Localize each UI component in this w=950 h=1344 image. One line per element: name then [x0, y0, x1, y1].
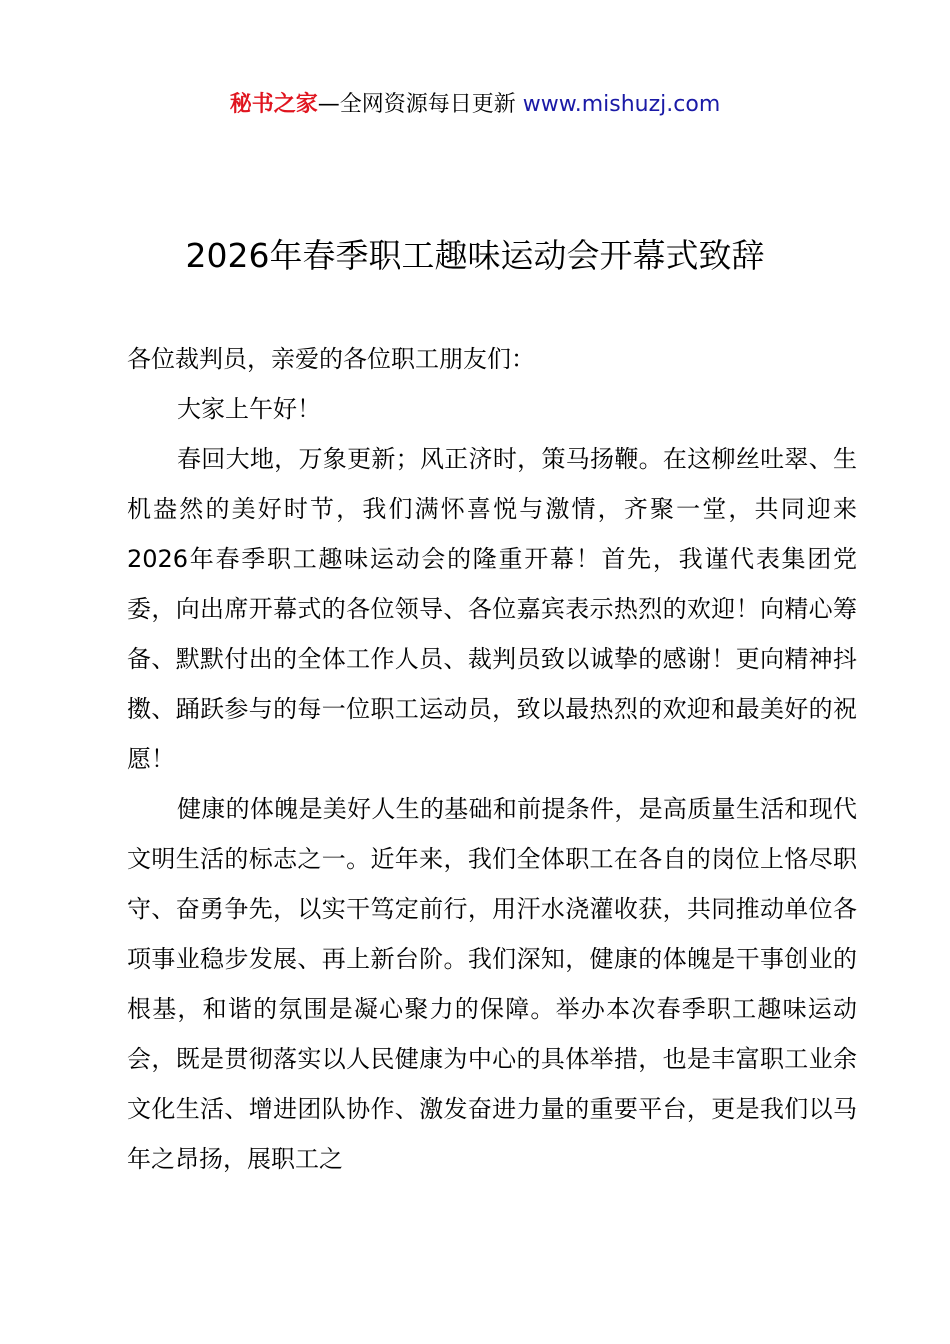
document-body — [127, 334, 857, 1184]
greeting: 大家上午好！ — [177, 395, 321, 423]
document-title: 2026年春季职工趣味运动会开幕式致辞 — [185, 236, 765, 275]
paragraph-2: 健康的体魄是美好人生的基础和前提条件，是高质量生活和现代文明生活的标志之一。近年来，我们全体职工在各自的岗位上恪尽职守、奋勇争先，以实干笃定前行，用汗水浇灌收获，共同推动单位各项事业稳步发展、再上新台阶。我们深知，健康的体魄是干事创业的根基，和谐的氛围是凝心聚力的保障。举办本次春季职工趣味运动会，既是贯彻落实以人民健康为中心的具体举措，也是丰富职工业余文化生活、增进团队协作、激发奋进力量的重要平台，更是我们以马年之昂扬，展职工之 — [127, 795, 857, 1173]
salutation: 各位裁判员，亲爱的各位职工朋友们： — [127, 345, 535, 373]
site-url-link[interactable]: www.mishuzj.com — [522, 92, 721, 117]
site-header — [0, 88, 950, 122]
site-tagline: —全网资源每日更新 — [317, 92, 516, 117]
paragraph-1: 春回大地，万象更新；风正济时，策马扬鞭。在这柳丝吐翠、生机盎然的美好时节，我们满怀喜悦与激情，齐聚一堂，共同迎来2026年春季职工趣味运动会的隆重开幕！首先，我谨代表集团党委，向出席开幕式的各位领导、各位嘉宾表示热烈的欢迎！向精心筹备、默默付出的全体工作人员、裁判员致以诚挚的感谢！更向精神抖擞、踊跃参与的每一位职工运动员，致以最热烈的欢迎和最美好的祝愿！ — [127, 445, 857, 773]
site-brand: 秘书之家 — [229, 92, 318, 117]
